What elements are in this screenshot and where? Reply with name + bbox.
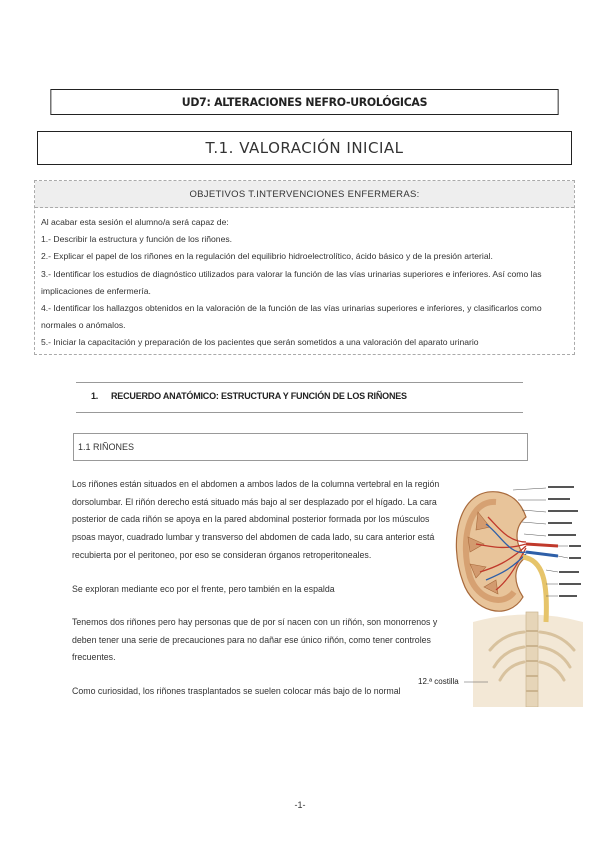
objectives-box	[34, 180, 575, 355]
objectives-intro: Al acabar esta sesión el alumno/a será capaz de:	[41, 217, 229, 227]
unit-title-box	[50, 89, 558, 115]
unit-title: UD7: ALTERACIONES NEFRO-UROLÓGICAS	[181, 95, 428, 109]
kidney-illustration	[418, 472, 583, 707]
divider-bottom	[76, 412, 523, 413]
section-heading-text: RECUERDO ANATÓMICO: ESTRUCTURA Y FUNCIÓN DE LOS RIÑONES	[111, 391, 407, 401]
paragraph: Tenemos dos riñones pero hay personas que de por sí nacen con un riñón, son monorrenos y deben tener una serie de precauciones para no dañar ese único riñón, como tener controles frecuentes.	[72, 617, 438, 663]
subsection-title: 1.1 RIÑONES	[78, 442, 135, 452]
objective-item: 5.- Iniciar la capacitación y preparación de los pacientes que serán sometidos a una valoración del aparato urinario	[41, 337, 479, 348]
annotation-marks	[548, 486, 581, 597]
objectives-body	[35, 208, 574, 352]
kidney-anatomy-figure	[418, 472, 583, 707]
section-number: 1.	[91, 391, 99, 401]
section-title-box	[37, 131, 572, 165]
rib-label: 12.ª costilla	[418, 677, 459, 686]
section-title: T.1. VALORACIÓN INICIAL	[205, 139, 404, 157]
objective-item: 4.- Identificar los hallazgos obtenidos en la valoración de la función de las vías urinarias superiores e inferiores, y clasificarlos como normales o anómalos.	[41, 303, 542, 331]
objective-item: 2.- Explicar el papel de los riñones en la regulación del equilibrio hidroelectrolítico, ácido básico y de la presión arterial.	[41, 251, 493, 262]
objective-item: 1.- Describir la estructura y función de los riñones.	[41, 234, 233, 245]
subsection-title-box	[73, 433, 528, 461]
objectives-heading: OBJETIVOS T.INTERVENCIONES ENFERMERAS:	[35, 181, 574, 208]
section-heading	[91, 391, 407, 401]
kidney-cross-section	[456, 492, 558, 622]
paragraph: Se exploran mediante eco por el frente, pero también en la espalda	[72, 584, 335, 594]
paragraph: Como curiosidad, los riñones trasplantados se suelen colocar más bajo de lo normal	[72, 686, 401, 696]
objective-item: 3.- Identificar los estudios de diagnóstico utilizados para valorar la función de las vías urinarias superiores e inferiores. Así como las implicaciones de enfermería.	[41, 268, 542, 296]
back-illustration	[473, 612, 583, 707]
paragraph: Los riñones están situados en el abdomen a ambos lados de la columna vertebral en la región dorsolumbar. El riñón derecho está situado más bajo al ser desplazado por el hígado. La cara posterior de cada riñón se apoya en la pared abdominal posterior formada por los músculos psoas mayor, cuadrado lumbar y transverso del abdomen de cada lado, su cara anterior está recubierta por el peritoneo, por eso se consideran órganos retroperitoneales.	[72, 479, 440, 560]
page-number: -1-	[294, 800, 306, 810]
divider-top	[76, 382, 523, 383]
